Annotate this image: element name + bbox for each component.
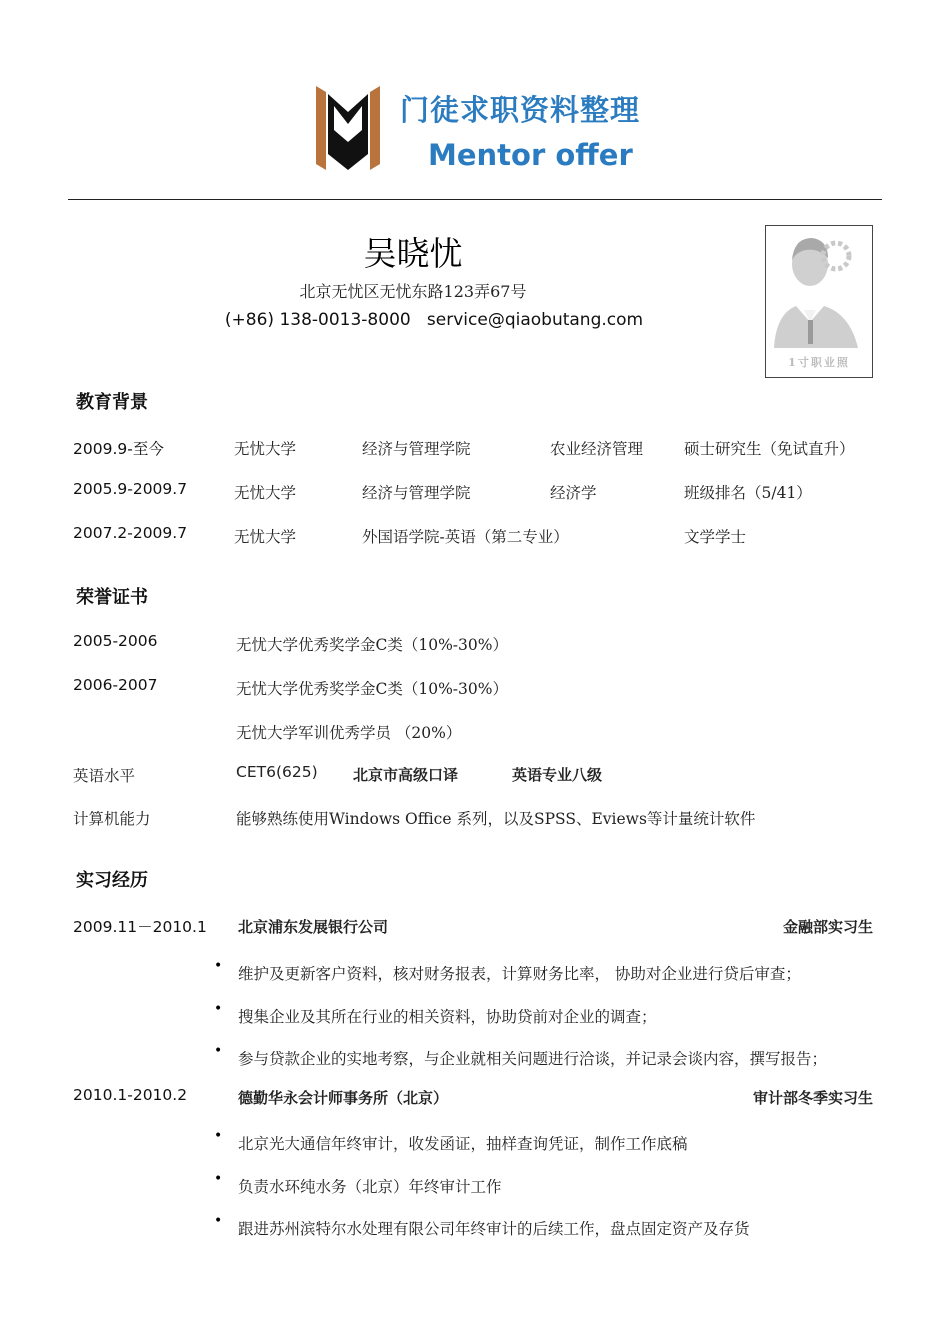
honor-text: 无忧大学优秀奖学金C类（10%-30%） (236, 680, 509, 698)
education-degree: 文学学士 (684, 528, 747, 546)
email: service@qiaobutang.com (426, 310, 644, 330)
photo-placeholder (765, 225, 873, 378)
job-bullet: 跟进苏州滨特尔水处理有限公司年终审计的后续工作，盘点固定资产及存货 (238, 1220, 750, 1238)
english-item: CET6(625) (236, 763, 318, 781)
bullet-icon: • (214, 958, 223, 974)
job-company: 德勤华永会计师事务所（北京） (238, 1089, 449, 1107)
job-bullet: 维护及更新客户资料，核对财务报表，计算财务比率， 协助对企业进行贷后审查； (238, 965, 801, 983)
honor-text: 无忧大学优秀奖学金C类（10%-30%） (236, 636, 509, 654)
computer-text: 能够熟练使用Windows Office 系列，以及SPSS、Eviews等计量统计软件 (236, 810, 756, 828)
bullet-icon: • (214, 1213, 223, 1229)
education-title: 教育背景 (76, 392, 148, 413)
honor-text: 无忧大学军训优秀学员 （20%） (236, 724, 462, 742)
job-role: 审计部冬季实习生 (752, 1089, 873, 1107)
education-college: 外国语学院-英语（第二专业） (362, 528, 569, 546)
internship-title: 实习经历 (76, 870, 148, 891)
english-item: 英语专业八级 (512, 766, 603, 784)
english-label: 英语水平 (73, 767, 136, 785)
candidate-name: 吴晓忧 (363, 234, 463, 273)
education-college: 经济与管理学院 (362, 484, 471, 502)
bullet-icon: • (214, 1043, 223, 1059)
bullet-icon: • (214, 1171, 223, 1187)
contact-line (0, 310, 868, 330)
job-bullet: 搜集企业及其所在行业的相关资料，协助贷前对企业的调查； (238, 1008, 657, 1026)
job-date: 2009.11－2010.1 (73, 918, 207, 936)
computer-label: 计算机能力 (73, 810, 151, 828)
education-major: 经济学 (550, 484, 597, 502)
education-school: 无忧大学 (234, 440, 297, 458)
education-school: 无忧大学 (234, 528, 297, 546)
job-date: 2010.1-2010.2 (73, 1086, 188, 1104)
logo-title-en: Mentor offer (428, 138, 633, 172)
honor-date: 2006-2007 (73, 676, 158, 694)
education-major: 农业经济管理 (550, 440, 644, 458)
education-degree: 班级排名（5/41） (684, 484, 812, 502)
education-date: 2007.2-2009.7 (73, 524, 188, 542)
job-role: 金融部实习生 (782, 918, 873, 936)
education-college: 经济与管理学院 (362, 440, 471, 458)
education-date: 2005.9-2009.7 (73, 480, 188, 498)
phone: (+86) 138-0013-8000 (224, 310, 411, 330)
photo-caption: 1寸职业照 (788, 356, 850, 369)
job-bullet: 负责水环纯水务（北京）年终审计工作 (238, 1178, 502, 1196)
header-divider (68, 199, 882, 200)
job-company: 北京浦东发展银行公司 (238, 918, 389, 936)
job-bullet: 参与贷款企业的实地考察，与企业就相关问题进行洽谈，并记录会谈内容，撰写报告； (238, 1050, 828, 1068)
education-school: 无忧大学 (234, 484, 297, 502)
honor-date: 2005-2006 (73, 632, 158, 650)
job-bullet: 北京光大通信年终审计，收发函证，抽样查询凭证，制作工作底稿 (238, 1135, 688, 1153)
mentor-logo-icon (314, 84, 382, 174)
bullet-icon: • (214, 1001, 223, 1017)
logo-title-cn: 门徒求职资料整理 (400, 93, 641, 127)
education-degree: 硕士研究生（免试直升） (684, 440, 855, 458)
address: 北京无忧区无忧东路123弄67号 (299, 282, 527, 301)
honors-title: 荣誉证书 (76, 587, 148, 608)
education-date: 2009.9-至今 (73, 440, 164, 458)
bullet-icon: • (214, 1128, 223, 1144)
english-item: 北京市高级口译 (353, 766, 459, 784)
